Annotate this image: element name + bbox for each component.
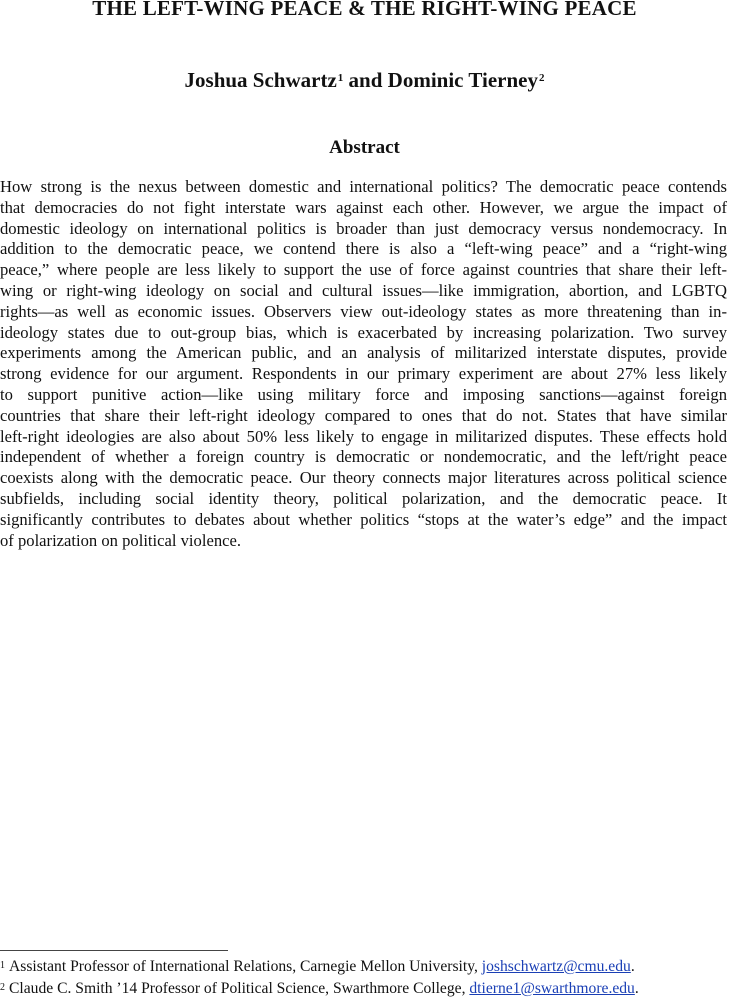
abstract-line: countries that share their left-right ideology compared to ones that do not. States that have similar (0, 405, 727, 425)
abstract-line: of polarization on political violence. (0, 530, 241, 550)
footnote-mark: 2 (0, 982, 5, 993)
footnote-1 (0, 956, 729, 978)
abstract-line: addition to the democratic peace, we contend there is also a “left-wing peace” and a “right-wing (0, 239, 727, 259)
abstract-line: significantly contributes to debates about whether politics “stops at the water’s edge” and the impact (0, 509, 727, 529)
abstract-line: peace,” where people are less likely to support the use of force against countries that share their left- (0, 260, 727, 280)
abstract-line: independent of whether a foreign country is democratic or nondemocratic, and the left/right peace (0, 447, 727, 467)
abstract-line: to support punitive action—like using military force and imposing sanctions—against foreign (0, 384, 727, 404)
footnote-suffix: . (630, 958, 635, 975)
abstract-line: experiments among the American public, and an analysis of militarized interstate disputes, provide (0, 343, 727, 363)
abstract-line: ideology states due to out-group bias, which is exacerbated by increasing polarization. Two survey (0, 322, 727, 342)
paper-title: THE LEFT-WING PEACE & THE RIGHT-WING PEACE (92, 0, 637, 20)
footnote-mark: 1 (0, 960, 5, 971)
abstract-line: strong evidence for our argument. Respondents in our primary experiment are about 27% less likely (0, 364, 727, 384)
author-name: Joshua Schwartz (184, 68, 337, 92)
abstract-line: left-right ideologies are also about 50% less likely to engage in militarized disputes. These effects hold (0, 426, 727, 446)
email-link[interactable]: dtierne1@swarthmore.edu (469, 980, 635, 997)
footnote-divider (0, 950, 228, 951)
abstract-line: that democracies do not fight interstate wars against each other. However, we argue the impact of (0, 197, 727, 217)
abstract-line: wing or right-wing ideology on social and cultural issues—like immigration, abortion, and LGBTQ (0, 280, 727, 300)
author-footnote-mark: 1 (337, 72, 344, 84)
footnotes (0, 956, 729, 1000)
footnote-text: Claude C. Smith ’14 Professor of Political Science, Swarthmore College, (9, 980, 470, 997)
author-footnote-mark: 2 (538, 72, 545, 84)
author-line (0, 66, 729, 94)
footnote-text: Assistant Professor of International Relations, Carnegie Mellon University, (9, 958, 482, 975)
abstract-body (0, 177, 727, 551)
abstract-heading: Abstract (329, 137, 400, 158)
author-joiner: and (348, 68, 383, 92)
abstract-line: How strong is the nexus between domestic and international politics? The democratic peace contends (0, 177, 727, 196)
footnote-2 (0, 978, 729, 1000)
abstract-line: coexists along with the democratic peace. Our theory connects major literatures across political science (0, 468, 727, 488)
footnote-suffix: . (634, 980, 639, 997)
abstract-line: subfields, including social identity theory, political polarization, and the democratic peace. It (0, 488, 727, 508)
abstract-line: rights—as well as economic issues. Observers view out-ideology states as more threatening than in- (0, 301, 727, 321)
email-link[interactable]: joshschwartz@cmu.edu (481, 958, 631, 975)
abstract-line: domestic ideology on international politics is broader than just democracy versus nondemocracy. In (0, 218, 727, 238)
author-name: Dominic Tierney (387, 68, 538, 92)
